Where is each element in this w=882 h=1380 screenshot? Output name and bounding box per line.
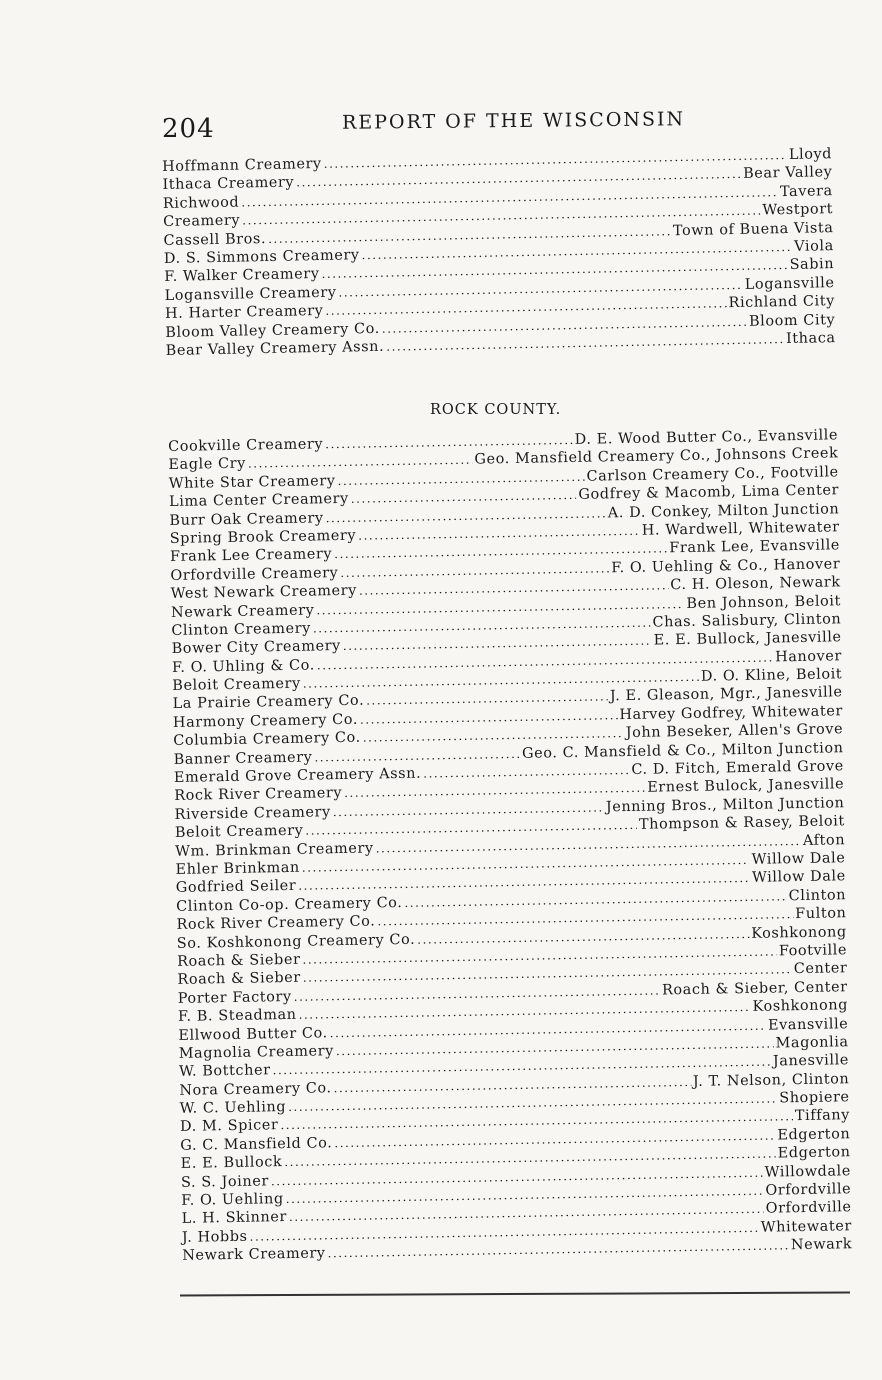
creamery-list-rock-county: [168, 426, 852, 1265]
creamery-location: Footville: [778, 942, 848, 960]
creamery-location: D. E. Wood Butter Co., Evansville: [574, 427, 839, 448]
creamery-location: Richland City: [728, 293, 836, 312]
creamery-name: Beloit Creamery: [174, 822, 304, 842]
creamery-name: D. S. Simmons Creamery: [163, 247, 360, 267]
creamery-name: Cassell Bros.: [163, 230, 267, 249]
creamery-name: Clinton Creamery: [171, 620, 312, 639]
creamery-location: Willow Dale: [751, 850, 846, 868]
creamery-location: Evansville: [767, 1015, 849, 1034]
creamery-name: F. O. Uehling: [181, 1191, 284, 1209]
creamery-location: Center: [793, 960, 848, 978]
creamery-name: Bear Valley Creamery Assn.: [165, 338, 385, 359]
creamery-name: F. Walker Creamery: [164, 266, 320, 286]
creamery-location: Logansville: [744, 274, 835, 293]
creamery-name: Ehler Brinkman: [175, 859, 300, 878]
creamery-name: E. E. Bullock: [180, 1154, 283, 1173]
creamery-location: A. D. Conkey, Milton Junction: [607, 500, 840, 521]
creamery-name: J. Hobbs: [181, 1228, 248, 1246]
creamery-location: Tiffany: [794, 1107, 851, 1125]
creamery-location: Shopiere: [779, 1089, 850, 1107]
creamery-name: Logansville Creamery: [164, 284, 337, 304]
creamery-name: Newark Creamery: [170, 601, 315, 621]
creamery-name: West Newark Creamery: [170, 582, 358, 603]
creamery-name: Roach & Sieber: [177, 970, 301, 989]
creamery-name: Richwood: [162, 194, 240, 212]
creamery-location: Ben Johnson, Beloit: [686, 592, 842, 612]
creamery-name: F. O. Uhling & Co.: [171, 657, 315, 676]
creamery-name: La Prairie Creamery Co.: [172, 693, 365, 713]
section-heading-rock-county: ROCK COUNTY.: [430, 402, 562, 418]
creamery-location: Carlson Creamery Co., Footville: [586, 464, 839, 485]
creamery-name: White Star Creamery: [168, 472, 336, 492]
creamery-name: S. S. Joiner: [180, 1172, 270, 1191]
creamery-location: E. E. Bullock, Janesville: [653, 629, 842, 649]
creamery-name: L. H. Skinner: [181, 1209, 288, 1228]
creamery-location: Geo. C. Mansfield & Co., Milton Junction: [521, 739, 844, 762]
creamery-location: Roach & Sieber, Center: [661, 978, 848, 999]
creamery-location: Thompson & Rasey, Beloit: [638, 813, 845, 834]
creamery-location: Koshkonong: [751, 923, 847, 942]
creamery-location: J. E. Gleason, Mgr., Janesville: [609, 684, 843, 705]
creamery-name: Burr Oak Creamery: [169, 509, 324, 529]
creamery-location: Tavera: [779, 182, 833, 200]
creamery-location: Bloom City: [748, 311, 836, 330]
creamery-name: Columbia Creamery Co.: [173, 729, 361, 750]
page-number: 204: [162, 114, 215, 144]
creamery-location: Town of Buena Vista: [672, 219, 834, 239]
creamery-location: Godfrey & Macomb, Lima Center: [578, 482, 840, 504]
creamery-name: Eagle Cry: [168, 456, 247, 474]
creamery-location: Clinton: [788, 887, 847, 905]
creamery-name: Beloit Creamery: [172, 675, 301, 695]
creamery-location: Harvey Godfrey, Whitewater: [619, 703, 844, 724]
creamery-name: Godfried Seiler: [175, 878, 297, 897]
creamery-name: G. C. Mansfield Co.: [180, 1135, 333, 1154]
creamery-location: H. Wardwell, Whitewater: [641, 519, 840, 539]
creamery-name: Rock River Creamery: [174, 785, 343, 805]
creamery-name: Hoffmann Creamery: [162, 155, 322, 175]
creamery-name: Cookville Creamery: [168, 436, 324, 455]
creamery-location: Jenning Bros., Milton Junction: [605, 795, 845, 816]
creamery-location: Orfordville: [765, 1181, 852, 1199]
creamery-location: Newark: [790, 1236, 853, 1254]
creamery-location: Orfordville: [765, 1199, 852, 1218]
creamery-name: Emerald Grove Creamery Assn.: [173, 765, 422, 786]
creamery-list-top: [162, 145, 836, 360]
creamery-name: Ithaca Creamery: [162, 174, 295, 194]
creamery-name: Bloom Valley Creamery Co.: [165, 320, 380, 341]
creamery-name: Roach & Sieber: [177, 951, 301, 970]
creamery-location: Frank Lee, Evansville: [669, 537, 841, 557]
creamery-location: Bear Valley: [743, 164, 833, 183]
creamery-location: J. T. Nelson, Clinton: [692, 1070, 850, 1090]
creamery-name: F. B. Steadman: [177, 1006, 297, 1026]
creamery-name: Magnolia Creamery: [178, 1043, 335, 1062]
creamery-name: Lima Center Creamery: [168, 491, 349, 511]
creamery-location: Willowdale: [764, 1162, 852, 1181]
creamery-location: Edgerton: [777, 1144, 851, 1162]
creamery-location: D. O. Kline, Beloit: [700, 666, 843, 685]
creamery-location: Afton: [802, 831, 846, 849]
creamery-location: Janesville: [772, 1052, 850, 1070]
creamery-location: Ernest Bulock, Janesville: [647, 776, 845, 797]
creamery-name: Bower City Creamery: [171, 638, 341, 658]
creamery-name: Riverside Creamery: [174, 804, 331, 823]
creamery-location: Whitewater: [760, 1217, 852, 1236]
creamery-name: Wm. Brinkman Creamery: [175, 840, 374, 860]
creamery-name: Rock River Creamery Co.: [176, 913, 376, 934]
creamery-name: Spring Brook Creamery: [169, 527, 357, 547]
creamery-location: Westport: [762, 201, 834, 219]
creamery-name: Orfordville Creamery: [170, 564, 339, 584]
creamery-name: Clinton Co-op. Creamery Co.: [176, 894, 403, 915]
creamery-name: Harmony Creamery Co.: [172, 711, 359, 731]
creamery-location: Hanover: [774, 647, 843, 666]
creamery-location: Ithaca: [785, 330, 836, 347]
creamery-name: Creamery: [163, 212, 241, 231]
creamery-location: John Beseker, Allen's Grove: [625, 721, 844, 742]
bottom-rule: [180, 1292, 850, 1297]
creamery-name: W. Bottcher: [178, 1062, 271, 1081]
creamery-name: W. C. Uehling: [179, 1099, 287, 1117]
creamery-location: Koshkonong: [752, 997, 849, 1015]
running-head: REPORT OF THE WISCONSIN: [341, 108, 686, 134]
creamery-name: Banner Creamery: [173, 749, 313, 768]
creamery-location: C. D. Fitch, Emerald Grove: [631, 758, 844, 778]
creamery-location: Edgerton: [777, 1126, 851, 1144]
creamery-name: H. Harter Creamery: [164, 303, 324, 323]
creamery-name: Ellwood Butter Co.: [178, 1024, 328, 1044]
creamery-location: Lloyd: [788, 146, 833, 163]
creamery-name: Frank Lee Creamery: [169, 546, 333, 566]
creamery-name: So. Koshkonong Creamery Co.: [176, 931, 416, 952]
creamery-location: Fulton: [795, 905, 847, 923]
creamery-location: Viola: [794, 238, 834, 255]
creamery-location: Geo. Mansfield Creamery Co., Johnsons Creek: [474, 445, 839, 469]
creamery-location: Willow Dale: [751, 868, 846, 887]
creamery-location: Sabin: [789, 256, 835, 274]
creamery-location: Chas. Salisbury, Clinton: [652, 611, 842, 631]
creamery-name: Nora Creamery Co.: [179, 1079, 332, 1099]
creamery-name: Porter Factory: [177, 988, 292, 1007]
creamery-name: Newark Creamery: [182, 1245, 326, 1265]
creamery-name: D. M. Spicer: [179, 1117, 279, 1136]
creamery-location: Magonlia: [775, 1034, 849, 1052]
creamery-location: C. H. Oleson, Newark: [670, 574, 841, 594]
creamery-location: F. O. Uehling & Co., Hanover: [611, 556, 841, 577]
